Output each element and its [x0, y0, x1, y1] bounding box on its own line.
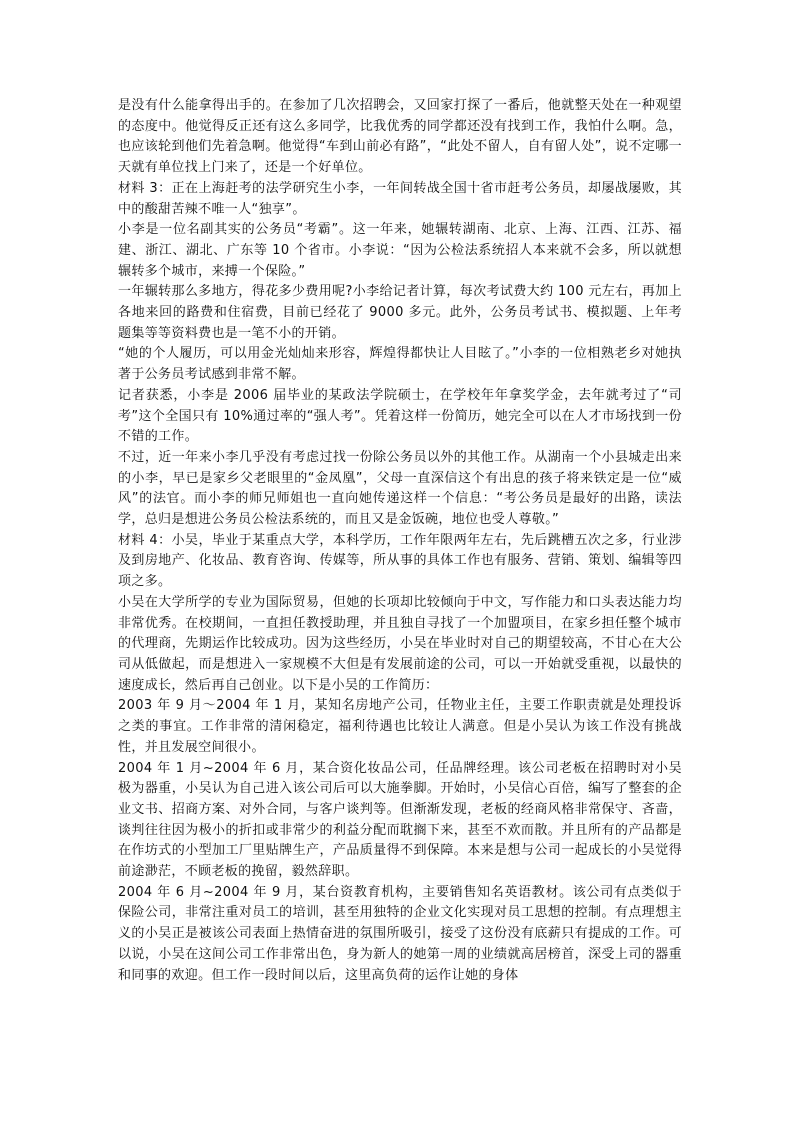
paragraph-job-history-3: 2004 年 6 月~2004 年 9 月，某台资教育机构，主要销售知名英语教材。该公司有点类似于保险公司，非常注重对员工的培训，甚至用独特的企业文化实现对员工思想的控制。有点理想主义的小吴正是被该公司表面上热情奋进的氛围所吸引，接受了这份没有底薪只有提成的工作。可以说，小吴在这间公司工作非常出色，身为新人的她第一周的业绩就高居榜首，深受上司的器重和同事的欢迎。但工作一段时间以后，这里高负荷的运作让她的身体: [118, 884, 682, 983]
paragraph-job-history-1: 2003 年 9 月～2004 年 1 月，某知名房地产公司，任物业主任，主要工作职责就是处理投诉之类的事宜。工作非常的清闲稳定，福利待遇也比较让人满意。但是小吴认为该工作没有挑战性，并且发展空间很小。: [118, 698, 682, 755]
paragraph-material-3-intro: 材料 3：正在上海赶考的法学研究生小李，一年间转战全国十省市赶考公务员，却屡战屡败，其中的酸甜苦辣不唯一人“独享”。: [118, 180, 682, 217]
paragraph-fellow-quote: “她的个人履历，可以用金光灿灿来形容，辉煌得都快让人目眩了。”小李的一位相熟老乡对她执著于公务员考试感到非常不解。: [118, 346, 682, 383]
paragraph-job-hunting-attitude: 是没有什么能拿得出手的。在参加了几次招聘会，又回家打探了一番后，他就整天处在一种观望的态度中。他觉得反正还有这么多同学，比我优秀的同学都还没有找到工作，我怕什么啊。急，也应该轮到他们先着急啊。他觉得“车到山前必有路”，“此处不留人，自有留人处”，说不定哪一天就有单位找上门来了，还是一个好单位。: [118, 98, 682, 176]
paragraph-resume: 记者获悉，小李是 2006 届毕业的某政法学院硕士，在学校年年拿奖学金，去年就考过了“司考”这个全国只有 10%通过率的“强人考”。凭着这样一份简历，她完全可以在人才市场找到一份不错的工作。: [118, 387, 682, 445]
paragraph-wu-background: 小吴在大学所学的专业为国际贸易，但她的长项却比较倾向于中文，写作能力和口头表达能力均非常优秀。在校期间，一直担任教授助理，并且独自寻找了一个加盟项目，在家乡担任整个城市的代理商，先期运作比较成功。因为这些经历，小吴在毕业时对自己的期望较高，不甘心在大公司从低做起，而是想进入一家规模不大但是有发展前途的公司，可以一开始就受重视，以最快的速度成长，然后再自己创业。以下是小吴的工作简历：: [118, 594, 682, 693]
paragraph-job-history-2: 2004 年 1 月~2004 年 6 月，某合资化妆品公司，任品牌经理。该公司老板在招聘时对小吴极为器重，小吴认为自己进入该公司后可以大施拳脚。开始时，小吴信心百倍，编写了整套的企业文书、招商方案、对外合同，与客户谈判等。但渐渐发现，老板的经商风格非常保守、吝啬，谈判往往因为极小的折扣或非常少的利益分配而耽搁下来，甚至不欢而散。并且所有的产品都是在作坊式的小型加工厂里贴牌生产，产品质量得不到保障。本来是想与公司一起成长的小吴觉得前途渺茫，不顾老板的挽留，毅然辞职。: [118, 760, 682, 880]
paragraph-family-expectation: 不过，近一年来小李几乎没有考虑过找一份除公务员以外的其他工作。从湖南一个小县城走出来的小李，早已是家乡父老眼里的“金凤凰”，父母一直深信这个有出息的孩子将来铁定是一位“威风”的法官。而小李的师兄师姐也一直向她传递这样一个信息：“考公务员是最好的出路，读法学，总归是想进公务员公检法系统的，而且又是金饭碗，地位也受人尊敬。”: [118, 449, 682, 528]
paragraph-exam-tyrant: 小李是一位名副其实的公务员“考霸”。这一年来，她辗转湖南、北京、上海、江西、江苏、福建、浙江、湖北、广东等 10 个省市。小李说：“因为公检法系统招人本来就不会多，所以就想辗转多个城市，来搏一个保险。”: [118, 222, 682, 279]
paragraph-exam-costs: 一年辗转那么多地方，得花多少费用呢?小李给记者计算，每次考试费大约 100 元左右，再加上各地来回的路费和住宿费，目前已经花了 9000 多元。此外，公务员考试书、模拟题、上年考题集等等资料费也是一笔不小的开销。: [118, 284, 682, 341]
paragraph-material-4-intro: 材料 4：小吴，毕业于某重点大学，本科学历，工作年限两年左右，先后跳槽五次之多，行业涉及到房地产、化妆品、教育咨询、传媒等，所从事的具体工作也有服务、营销、策划、编辑等四项之多。: [118, 532, 682, 590]
document-page: [118, 96, 682, 986]
